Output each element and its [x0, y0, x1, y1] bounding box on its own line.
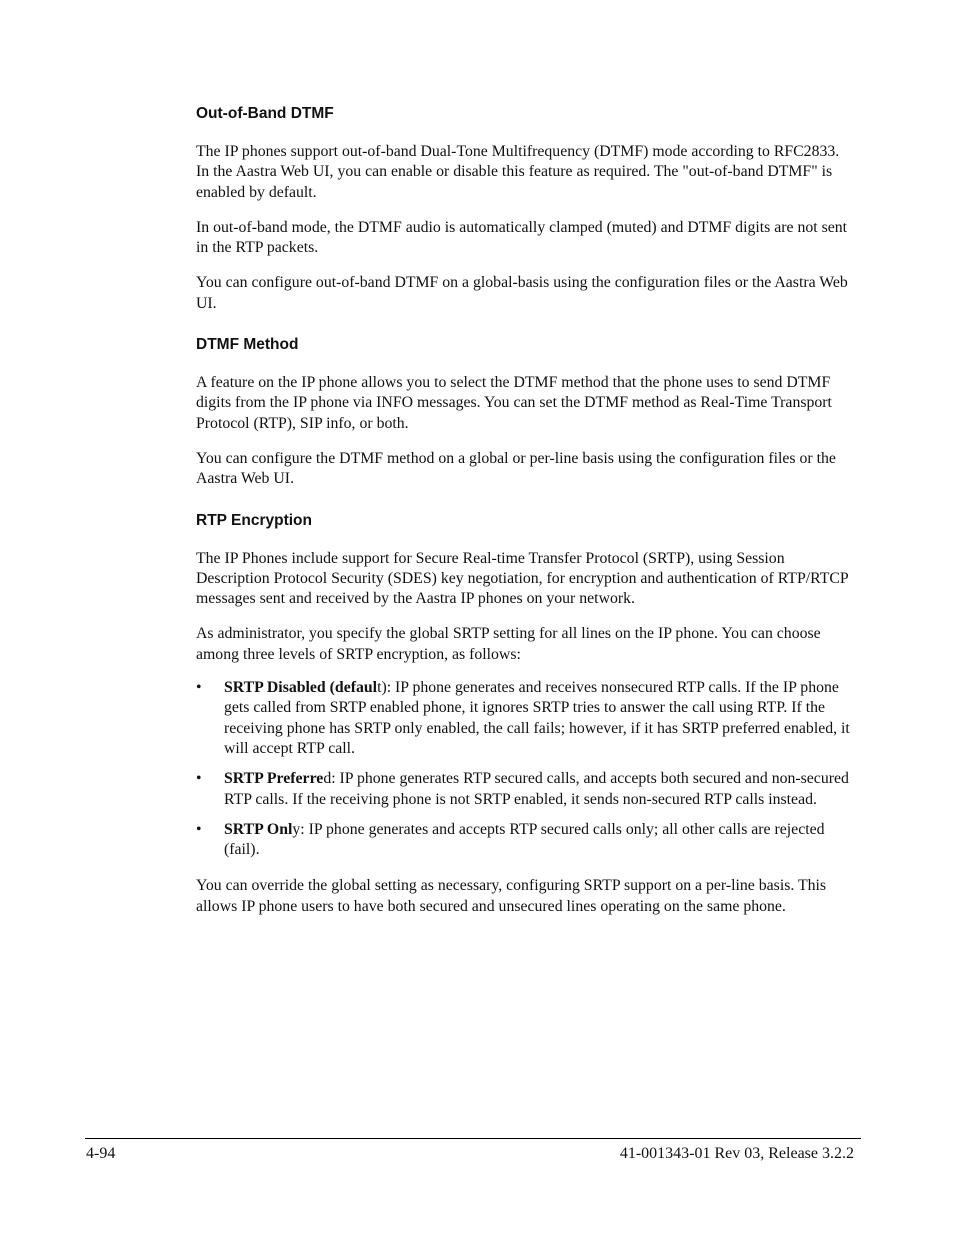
section-dtmf-method [196, 335, 852, 489]
list-item [196, 678, 852, 759]
list-item [196, 769, 852, 810]
list-item-term: SRTP Disabled (defaul [224, 679, 378, 697]
bullet-icon: • [196, 770, 202, 788]
bullet-icon: • [196, 679, 202, 697]
section-out-of-band-dtmf [196, 104, 852, 314]
footer-divider [85, 1138, 861, 1139]
page-content [196, 104, 852, 932]
paragraph: You can configure out-of-band DTMF on a global-basis using the configuration files or the Aastra Web UI. [196, 274, 848, 312]
paragraph: The IP phones support out-of-band Dual-Tone Multifrequency (DTMF) mode according to RFC2833. In the Aastra Web UI, you can enable or disable this feature as required. The "out-of-band DTMF" is enabled by default. [196, 143, 840, 201]
paragraph: You can configure the DTMF method on a global or per-line basis using the configuration files or the Aastra Web UI. [196, 449, 836, 488]
list-item [196, 820, 852, 861]
paragraph: As administrator, you specify the global SRTP setting for all lines on the IP phone. You can choose among three levels of SRTP encryption, as follows: [196, 625, 821, 663]
document-id: 41-001343-01 Rev 03, Release 3.2.2 [619, 1145, 854, 1162]
bullet-icon: • [196, 820, 202, 838]
section-heading: RTP Encryption [196, 511, 312, 529]
list-item-text: t): IP phone generates and receives nonsecured RTP calls. If the IP phone gets called from SRTP enabled phone, it ignores SRTP tries to answer the call using RTP. If the receiving phone has SRTP only enabled, the call fails; however, if it has SRTP preferred enabled, it will accept RTP call. [224, 679, 850, 757]
paragraph: The IP Phones include support for Secure Real-time Transfer Protocol (SRTP), using Session Description Protocol Security (SDES) key negotiation, for encryption and authentication of RTP/RTCP messages sent and received by the Aastra IP phones on your network. [196, 549, 849, 608]
page-number: 4-94 [86, 1145, 116, 1162]
srtp-levels-list [196, 678, 852, 860]
list-item-term: SRTP Onl [224, 820, 293, 838]
section-heading: Out-of-Band DTMF [196, 105, 334, 122]
list-item-term: SRTP Preferre [224, 770, 324, 788]
paragraph: You can override the global setting as necessary, configuring SRTP support on a per-line basis. This allows IP phone users to have both secured and unsecured lines operating on the same phone. [196, 877, 827, 915]
paragraph: In out-of-band mode, the DTMF audio is automatically clamped (muted) and DTMF digits are not sent in the RTP packets. [196, 218, 848, 257]
paragraph: A feature on the IP phone allows you to select the DTMF method that the phone uses to send DTMF digits from the IP phone via INFO messages. You can set the DTMF method as Real-Time Transport Protocol (RTP), SIP info, or both. [196, 374, 832, 432]
section-heading: DTMF Method [196, 336, 299, 354]
section-rtp-encryption [196, 511, 852, 917]
list-item-text: d: IP phone generates RTP secured calls, and accepts both secured and non-secured RTP calls. If the receiving phone is not SRTP enabled, it sends non-secured RTP calls instead. [224, 770, 849, 808]
list-item-text: y: IP phone generates and accepts RTP secured calls only; all other calls are rejected (fail). [224, 820, 825, 859]
